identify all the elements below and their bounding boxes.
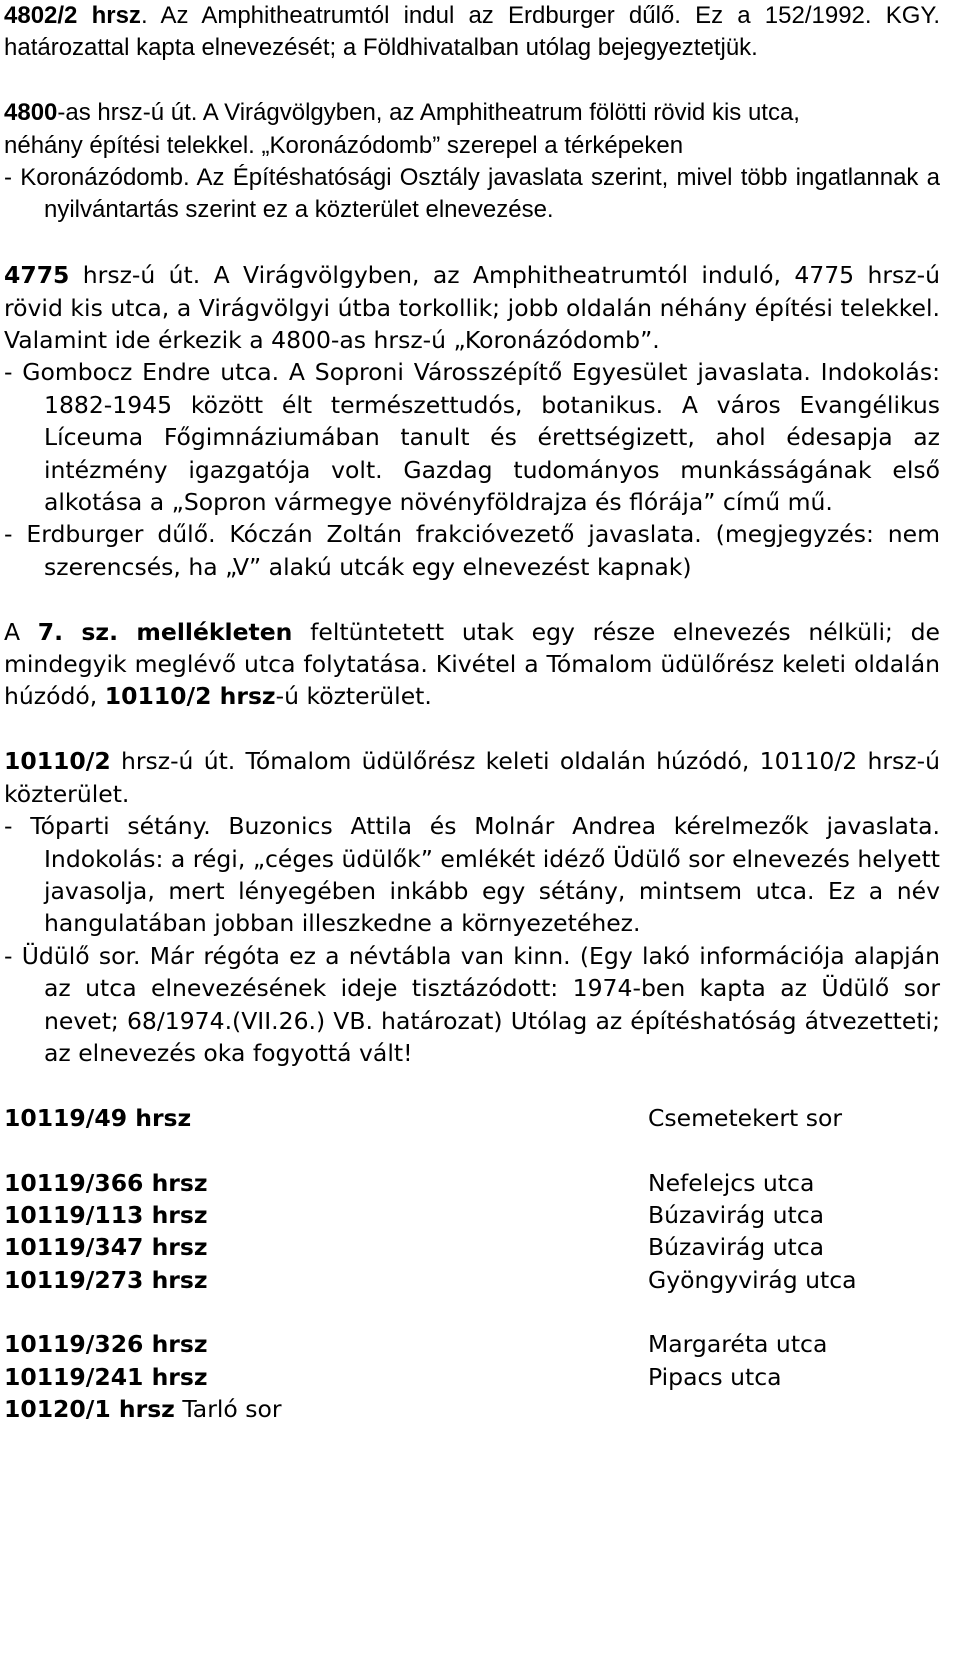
document-page xyxy=(4,0,940,1426)
parcel-number: 4802/2 hrsz xyxy=(4,2,141,29)
street-name: Csemetekert sor xyxy=(648,1103,842,1132)
parcel-row-last xyxy=(4,1393,940,1425)
list-item-koronazodomb: - Koronázódomb. Az Építéshatósági Osztály javaslata szerint, mivel több ingatlannak a nyilvántartás szerint ez a közterület elnevezése. xyxy=(4,164,940,224)
parcel-row xyxy=(4,1102,940,1134)
paragraph-text: -ú közterület. xyxy=(275,682,432,711)
parcel-number: 10120/1 hrsz xyxy=(4,1395,175,1424)
parcel-list-a xyxy=(4,1102,940,1134)
parcel-number: 10119/273 hrsz xyxy=(4,1265,208,1294)
street-name: Búzavirág utca xyxy=(648,1200,825,1229)
parcel-row xyxy=(4,1264,940,1296)
parcel-number: 10119/326 hrsz xyxy=(4,1330,208,1359)
parcel-row xyxy=(4,1199,940,1231)
street-name: Tarló sor xyxy=(174,1395,282,1424)
street-name: Gyöngyvirág utca xyxy=(648,1265,857,1294)
spacer xyxy=(4,1069,940,1101)
parcel-number: 10119/49 hrsz xyxy=(4,1103,192,1132)
spacer xyxy=(4,713,940,745)
paragraph-text: -as hrsz-ú út. A Virágvölgyben, az Amphitheatrum fölötti rövid kis utca, xyxy=(57,99,800,127)
paragraph-10110-2 xyxy=(4,745,940,810)
parcel-number: 10119/366 hrsz xyxy=(4,1168,208,1197)
paragraph-4775 xyxy=(4,259,940,356)
list-item-udulo-sor: - Üdülő sor. Már régóta ez a névtábla van kinn. (Egy lakó információja alapján az utca elnevezésének ideje tisztázódott: 1974-ben kapta az Üdülő sor nevet; 68/1974.(VII.26.) VB. határozat) Utólag az építéshatóság átvezetteti; az elnevezés oka fogyottá vált! xyxy=(4,941,940,1067)
parcel-row xyxy=(4,1361,940,1393)
list-item-gombocz-endre: - Gombocz Endre utca. A Soproni Városszépítő Egyesület javaslata. Indokolás: 1882-1945 között élt természettudós, botanikus. A város Evangélikus Líceuma Főgimnáziumában tanult és érettségizett, ahol édesapja az intézmény igazgatója volt. Gazdag tudományos munkásságának első alkotása a „Sopron vármegye növényföldrajza és flórája” című mű. xyxy=(4,358,940,517)
paragraph-text: hrsz-ú út. A Virágvölgyben, az Amphitheatrumtól induló, 4775 hrsz-ú rövid kis utca, a Virágvölgyi útba torkollik; jobb oldalán néhány építési telekkel. Valamint ide érkezik a 4800-as hrsz-ú „Koronázódomb”. xyxy=(4,261,940,355)
paragraph-text: hrsz-ú út. Tómalom üdülőrész keleti oldalán húzódó, 10110/2 hrsz-ú közterület. xyxy=(4,747,940,808)
parcel-number: 10119/347 hrsz xyxy=(4,1233,208,1262)
paragraph-text: A xyxy=(4,617,38,646)
parcel-row xyxy=(4,1231,940,1263)
street-name: Pipacs utca xyxy=(648,1362,782,1391)
paragraph-4800 xyxy=(4,97,940,129)
parcel-row xyxy=(4,1167,940,1199)
parcel-number: 4775 xyxy=(4,261,70,290)
street-name: Margaréta utca xyxy=(648,1330,828,1359)
parcel-list-c xyxy=(4,1328,940,1425)
paragraph-4802-2 xyxy=(4,0,940,65)
paragraph-text: . Az Amphitheatrumtól indul az Erdburger dűlő. Ez a 152/1992. KGY. határozattal kapta elnevezését; a Földhivatalban utólag bejegyeztetjük. xyxy=(4,2,941,62)
attachment-reference: 7. sz. mellékleten xyxy=(37,617,293,646)
spacer xyxy=(4,227,940,259)
spacer xyxy=(4,65,940,97)
paragraph-line: néhány építési telekkel. „Koronázódomb” szerepel a térképeken xyxy=(4,131,684,159)
parcel-number: 10119/241 hrsz xyxy=(4,1362,208,1391)
parcel-row xyxy=(4,1328,940,1360)
parcel-number: 10110/2 hrsz xyxy=(104,682,276,711)
list-item-toparti-setany: - Tóparti sétány. Buzonics Attila és Molnár Andrea kérelmezők javaslata. Indokolás: a régi, „céges üdülők” emlékét idéző Üdülő sor elnevezés helyett javasolja, mert lényegében inkább egy sétány, mintsem utca. Ez a név hangulatában jobban illeszkedne a környezetéhez. xyxy=(4,812,940,938)
paragraph-attachment-7 xyxy=(4,616,940,713)
street-name: Búzavirág utca xyxy=(648,1233,825,1262)
parcel-number: 10119/113 hrsz xyxy=(4,1200,208,1229)
parcel-number: 10110/2 xyxy=(4,747,111,776)
parcel-number: 4800 xyxy=(4,99,58,127)
paragraph-text: feltüntetett utak egy része elnevezés nélküli; de mindegyik meglévő utca folytatása. Kivétel a Tómalom üdülőrész keleti oldalán húzódó, xyxy=(4,617,941,711)
list-item-erdburger: - Erdburger dűlő. Kóczán Zoltán frakcióvezető javaslata. (megjegyzés: nem szerencsés, ha „V” alakú utcák egy elnevezést kapnak) xyxy=(4,520,940,581)
street-name: Nefelejcs utca xyxy=(648,1168,815,1197)
spacer xyxy=(4,1296,940,1328)
spacer xyxy=(4,583,940,615)
spacer xyxy=(4,1134,940,1166)
parcel-list-b xyxy=(4,1167,940,1297)
